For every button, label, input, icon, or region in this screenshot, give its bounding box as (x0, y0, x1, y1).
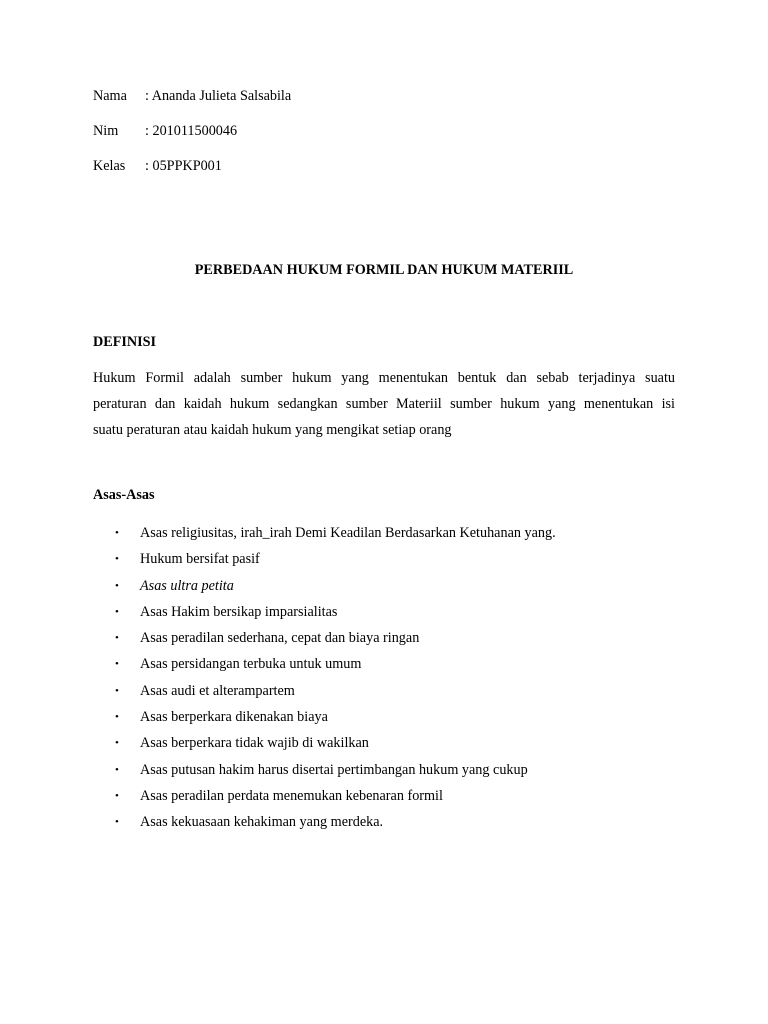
list-item-text: Asas ultra petita (140, 577, 234, 594)
bullet-icon: • (115, 763, 119, 776)
list-item-text: Asas audi et alterampartem (140, 682, 295, 699)
definisi-paragraph (93, 365, 675, 443)
list-item-text: Asas Hakim bersikap imparsialitas (140, 603, 338, 620)
list-item (0, 678, 768, 704)
kelas-value: : 05PPKP001 (145, 158, 222, 174)
asas-heading: Asas-Asas (93, 487, 155, 503)
bullet-icon: • (115, 737, 119, 750)
list-item (0, 573, 768, 599)
list-item-text: Asas berperkara dikenakan biaya (140, 709, 328, 726)
bullet-icon: • (115, 553, 119, 566)
list-item (0, 546, 768, 572)
bullet-icon: • (115, 684, 119, 697)
list-item (0, 757, 768, 783)
list-item (0, 520, 768, 546)
definisi-line: Hukum Formil adalah sumber hukum yang menentukan bentuk dan sebab terjadinya suatu (93, 370, 675, 386)
document-title: PERBEDAAN HUKUM FORMIL DAN HUKUM MATERIIL (194, 262, 574, 278)
list-item-text: Asas kekuasaan kehakiman yang merdeka. (140, 814, 384, 831)
list-item-text: Asas berperkara tidak wajib di wakilkan (140, 735, 369, 752)
nim-value: : 201011500046 (145, 123, 238, 139)
list-item (0, 704, 768, 730)
bullet-icon: • (115, 605, 119, 618)
bullet-icon: • (115, 658, 119, 671)
definisi-line: suatu peraturan atau kaidah hukum yang mengikat setiap orang (93, 422, 452, 438)
list-item (0, 651, 768, 677)
list-item-text: Hukum bersifat pasif (140, 551, 260, 568)
kelas-label: Kelas (93, 158, 126, 174)
list-item (0, 730, 768, 756)
bullet-icon: • (115, 711, 119, 724)
definisi-heading: DEFINISI (93, 334, 157, 350)
list-item-text: Asas peradilan sederhana, cepat dan biaya ringan (140, 630, 420, 647)
list-item (0, 625, 768, 651)
nama-label: Nama (93, 88, 127, 104)
list-item-text: Asas putusan hakim harus disertai pertimbangan hukum yang cukup (140, 761, 528, 778)
list-item-text: Asas religiusitas, irah_irah Demi Keadilan Berdasarkan Ketuhanan yang. (140, 525, 556, 541)
bullet-icon: • (115, 579, 119, 592)
list-item (0, 783, 768, 809)
list-item-text: Asas peradilan perdata menemukan kebenaran formil (140, 787, 443, 804)
bullet-icon: • (115, 816, 119, 829)
definisi-line: peraturan dan kaidah hukum sedangkan sumber Materiil sumber hukum yang menentukan isi (93, 396, 675, 412)
list-item (0, 809, 768, 835)
asas-list (0, 520, 768, 836)
list-item-text: Asas persidangan terbuka untuk umum (140, 656, 362, 673)
list-item (0, 599, 768, 625)
nama-value: : Ananda Julieta Salsabila (145, 88, 292, 104)
bullet-icon: • (115, 527, 119, 539)
nim-label: Nim (93, 123, 119, 139)
bullet-icon: • (115, 789, 119, 802)
bullet-icon: • (115, 632, 119, 645)
